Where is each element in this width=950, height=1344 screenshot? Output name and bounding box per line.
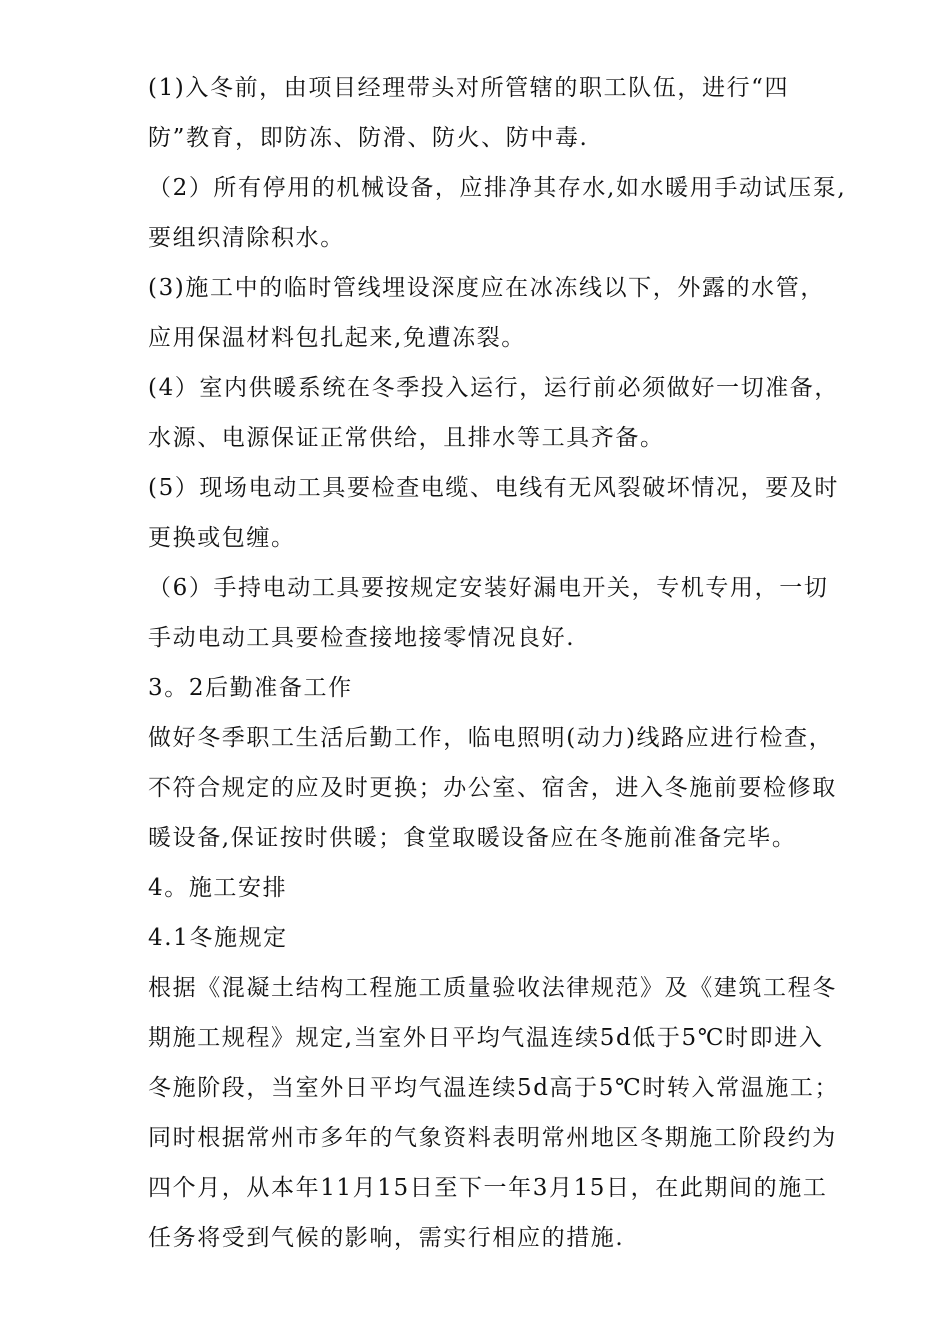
text-line: 任务将受到气候的影响，需实行相应的措施. [148,1225,625,1251]
text-line: (3)施工中的临时管线埋设深度应在冰冻线以下，外露的水管， [148,275,825,301]
section-heading: 4。施工安排 [148,875,288,901]
text-line: 手动电动工具要检查接地接零情况良好. [148,625,576,651]
text-line: 应用保温材料包扎起来,免遭冻裂。 [148,325,526,351]
text-line: （6）手持电动工具要按规定安装好漏电开关，专机专用，一切 [148,575,829,601]
text-line: 暖设备,保证按时供暖；食堂取暖设备应在冬施前准备完毕。 [148,825,797,851]
section-heading: 4.1冬施规定 [148,925,288,951]
text-line: 同时根据常州市多年的气象资料表明常州地区冬期施工阶段约为 [148,1125,837,1151]
text-line: (4）室内供暖系统在冬季投入运行，运行前必须做好一切准备， [148,375,840,401]
text-line: 水源、电源保证正常供给，且排水等工具齐备。 [148,425,665,451]
text-line: 防”教育，即防冻、防滑、防火、防中毒. [148,125,589,151]
text-line: 根据《混凝土结构工程施工质量验收法律规范》及《建筑工程冬 [148,975,837,1001]
text-line: (5）现场电动工具要检查电缆、电线有无风裂破坏情况，要及时 [148,475,840,501]
text-line: （2）所有停用的机械设备，应排净其存水,如水暖用手动试压泵, [148,175,847,201]
text-line: 冬施阶段，当室外日平均气温连续5d高于5℃时转入常温施工； [148,1075,840,1101]
text-line: 更换或包缠。 [148,525,296,551]
text-line: 做好冬季职工生活后勤工作，临电照明(动力)线路应进行检查， [148,725,834,751]
text-line: 期施工规程》规定,当室外日平均气温连续5d低于5℃时即进入 [148,1025,824,1051]
text-line: 四个月，从本年11月15日至下一年3月15日，在此期间的施工 [148,1175,828,1201]
text-line: 要组织清除积水。 [148,225,345,251]
text-line: (1)入冬前，由项目经理带头对所管辖的职工队伍，进行“四 [148,75,790,101]
text-line: 不符合规定的应及时更换；办公室、宿舍，进入冬施前要检修取 [148,775,837,801]
section-heading: 3。2后勤准备工作 [148,675,353,701]
